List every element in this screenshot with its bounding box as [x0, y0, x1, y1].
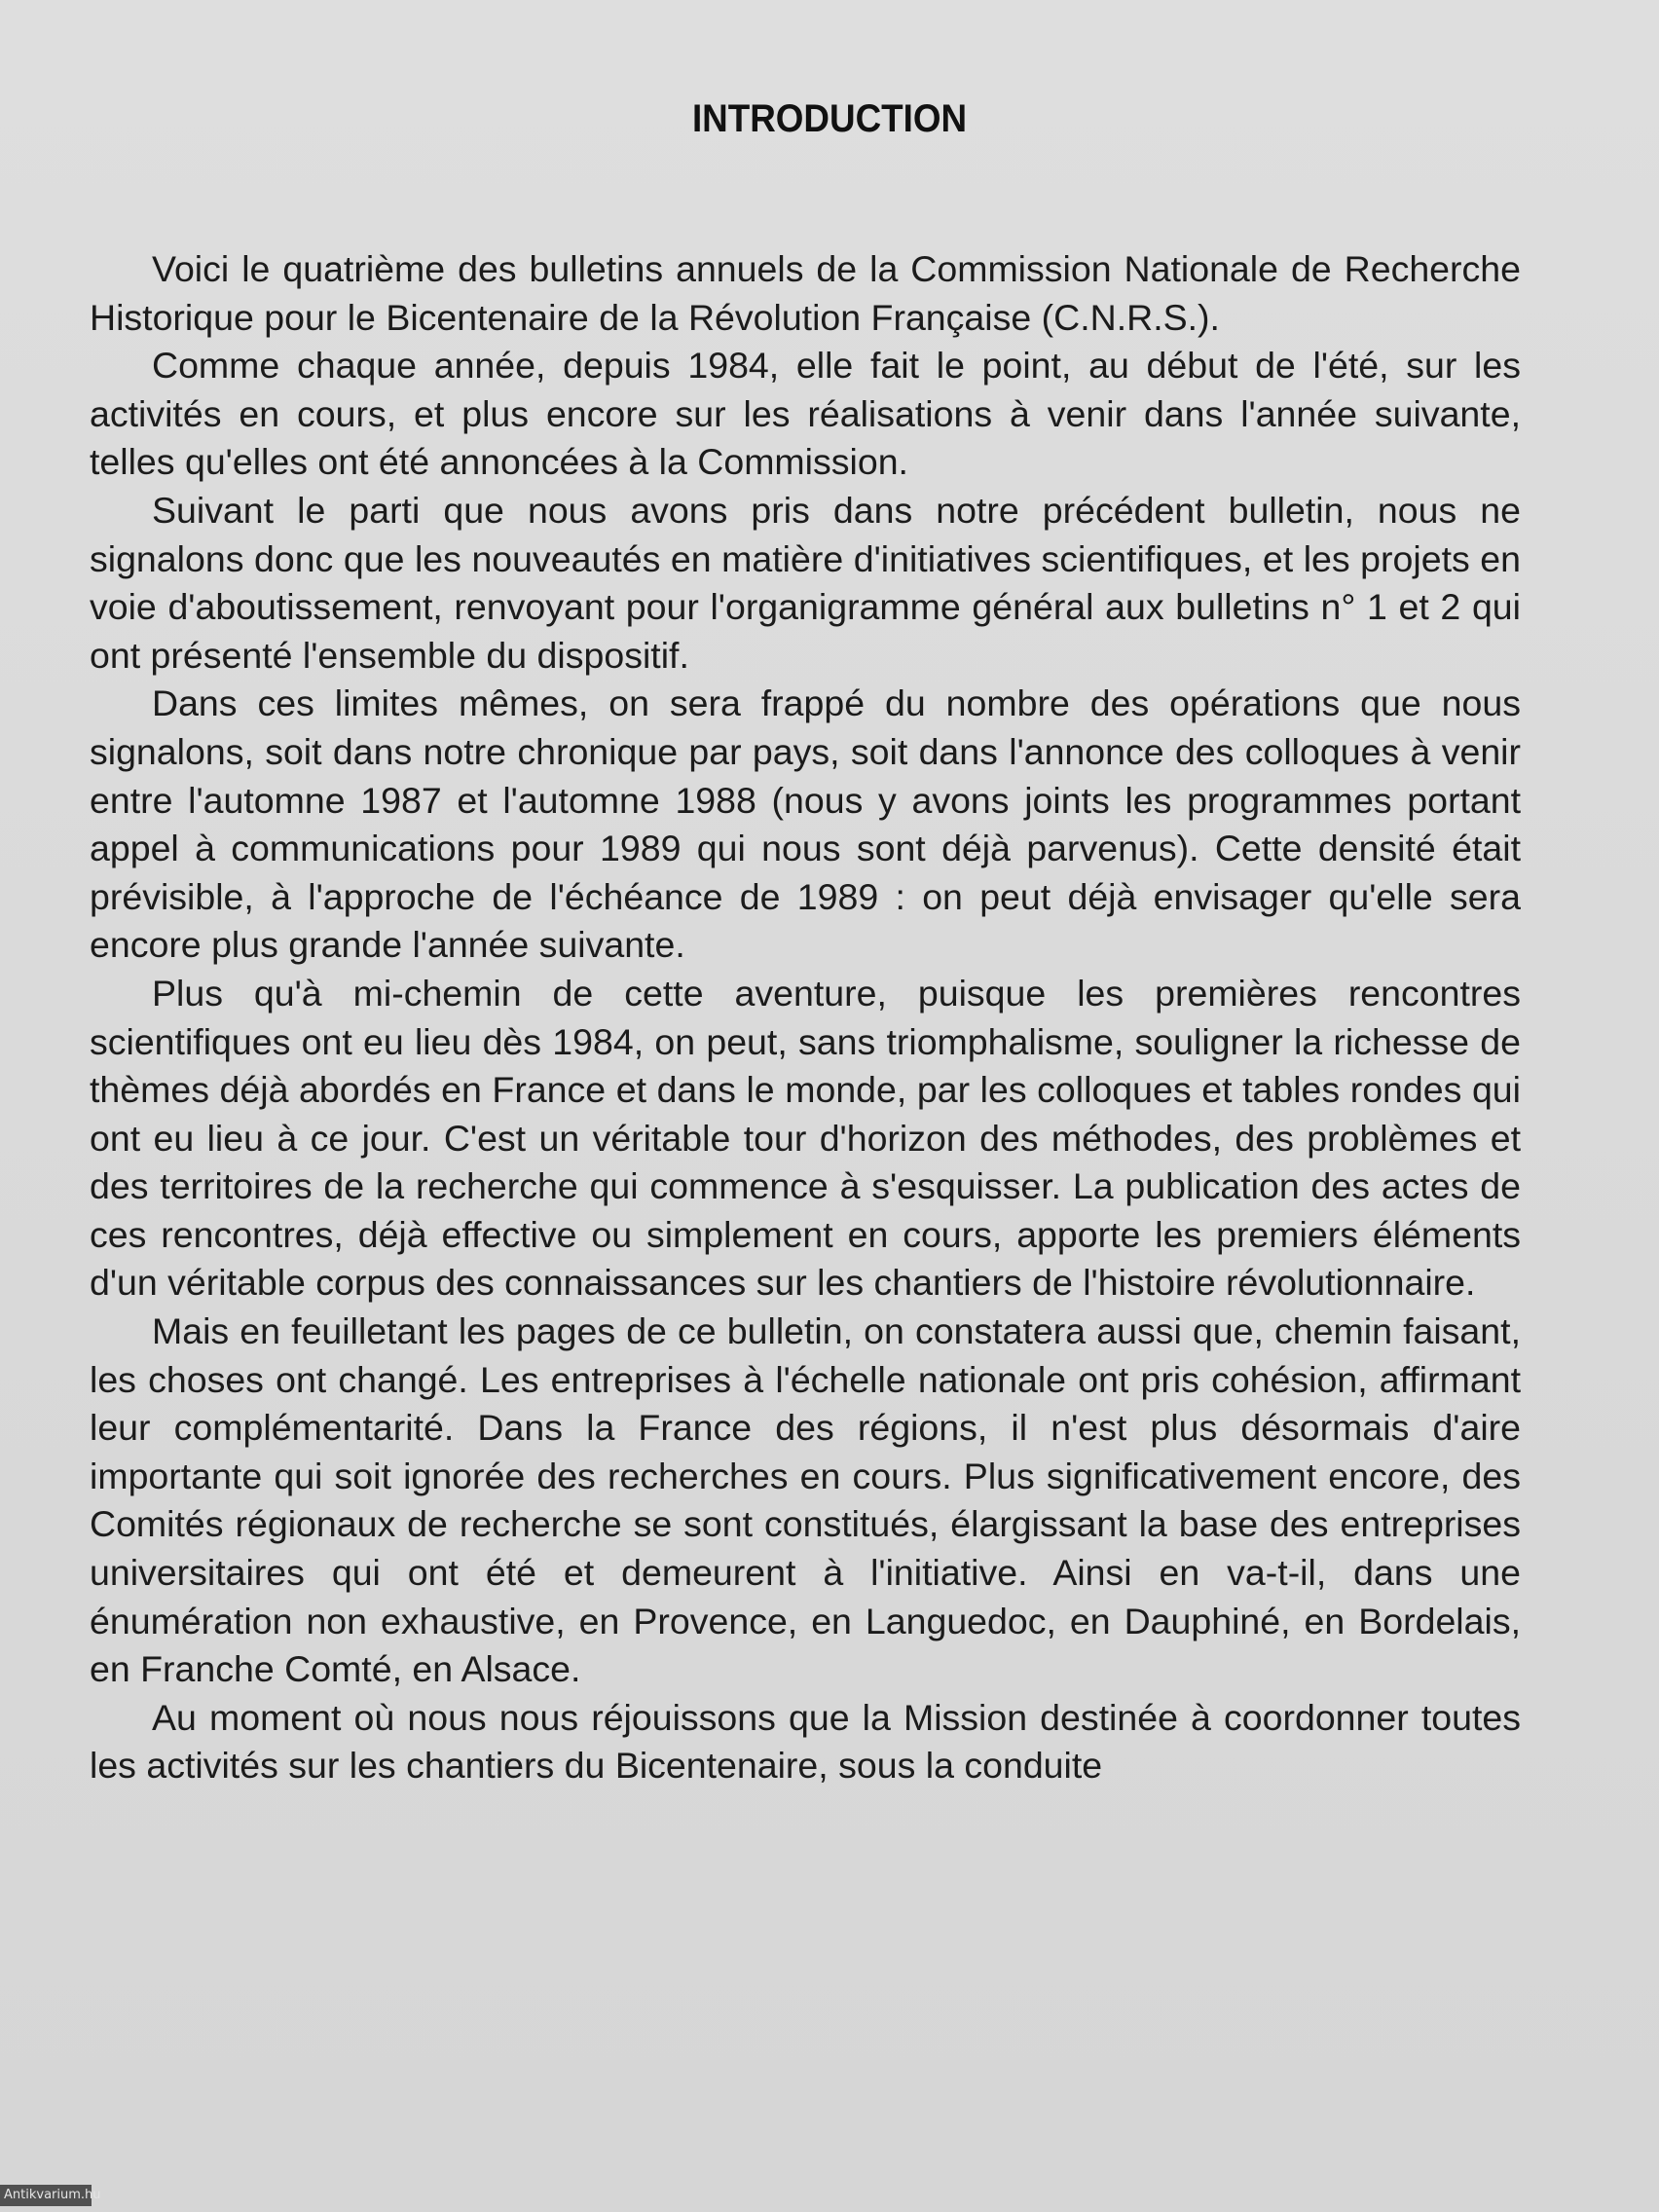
- paragraph-1: Voici le quatrième des bulletins annuels de la Commission Nationale de Recherche Historique pour le Bicentenaire de la Révolution Française (C.N.R.S.).: [90, 248, 1521, 338]
- paragraph-7: Au moment où nous nous réjouissons que la Mission destinée à coordonner toutes les activités sur les chantiers du Bicentenaire, sous la conduite: [90, 1696, 1521, 1787]
- paragraph-5: Plus qu'à mi-chemin de cette aventure, puisque les premières rencontres scientifiques ont eu lieu dès 1984, on peut, sans triomphalisme, souligner la richesse de thèmes déjà abordés en France et dans le monde, par les colloques et tables rondes qui ont eu lieu à ce jour. C'est un véritable tour d'horizon des méthodes, des problèmes et des territoires de la recherche qui commence à s'esquisser. La publication des actes de ces rencontres, déjà effective ou simplement en cours, apporte les premiers éléments d'un véritable corpus des connaissances sur les chantiers de l'histoire révolutionnaire.: [90, 972, 1521, 1304]
- paragraph-2: Comme chaque année, depuis 1984, elle fait le point, au début de l'été, sur les activités en cours, et plus encore sur les réalisations à venir dans l'année suivante, telles qu'elles ont été annoncées à la Commission.: [90, 345, 1521, 483]
- page-title: INTRODUCTION: [691, 97, 968, 140]
- paragraph-3: Suivant le parti que nous avons pris dans notre précédent bulletin, nous ne signalons donc que les nouveautés en matière d'initiatives scientifiques, et les projets en voie d'aboutissement, renvoyant pour l'organigramme général aux bulletins n° 1 et 2 qui ont présenté l'ensemble du dispositif.: [90, 489, 1521, 676]
- paragraph-4: Dans ces limites mêmes, on sera frappé du nombre des opérations que nous signalons, soit dans notre chronique par pays, soit dans l'annonce des colloques à venir entre l'automne 1987 et l'automne 1988 (nous y avons joints les programmes portant appel à communications pour 1989 qui nous sont déjà parvenus). Cette densité était prévisible, à l'approche de l'échéance de 1989 : on peut déjà envisager qu'elle sera encore plus grande l'année suivante.: [90, 682, 1521, 966]
- paragraph-6: Mais en feuilletant les pages de ce bulletin, on constatera aussi que, chemin faisant, les choses ont changé. Les entreprises à l'échelle nationale ont pris cohésion, affirmant leur complémentarité. Dans la France des régions, il n'est plus désormais d'aire importante qui soit ignorée des recherches en cours. Plus significativement encore, des Comités régionaux de recherche se sont constitués, élargissant la base des entreprises universitaires qui ont été et demeurent à l'initiative. Ainsi en va-t-il, dans une énumération non exhaustive, en Provence, en Languedoc, en Dauphiné, en Bordelais, en Franche Comté, en Alsace.: [90, 1310, 1521, 1690]
- site-watermark: Antikvarium.hu: [0, 2185, 92, 2206]
- document-body: [90, 245, 1521, 1790]
